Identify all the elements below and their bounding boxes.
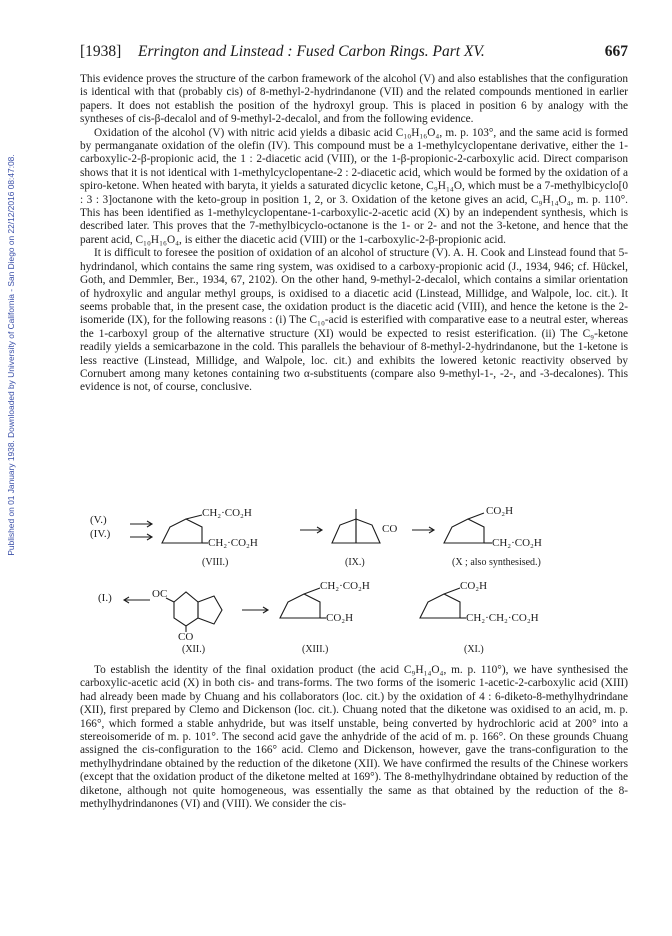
xii-co-group: CO [178,631,194,643]
viii-bottom-group: CH₂·CO₂H [208,537,258,549]
download-watermark [2,60,20,650]
header-title: Errington and Linstead : Fused Carbon Rings. Part XV. [138,43,485,60]
label-iv: (IV.) [90,528,111,540]
caption-xi: (XI.) [464,644,484,655]
xiii-top-group: CH₂·CO₂H [320,580,370,592]
caption-xii: (XII.) [182,644,206,655]
label-i: (I.) [98,592,112,604]
caption-ix: (IX.) [345,557,365,568]
x-bottom-group: CH₂·CO₂H [492,537,542,549]
paragraph-2: Oxidation of the alcohol (V) with nitric acid yields a dibasic acid C₁₀H₁₆O₄, m. p. 103°, and the same acid is formed by permanganate oxidation of the olefin (IV). This compound must be a 1-methylcyclopentane derivative, either the 1-carboxylic-2-β-propionic acid, the 1 : 2-diacetic acid (VIII), or the 1-β-propionic-2-carboxylic acid. Direct comparison shows that it is not identical with 1-methylcyclopentane-2 : 2-diacetic acid, which would be formed by the oxidation of a spiro-ketone. When heated with baryta, it yields a saturated dicyclic ketone, C₉H₁₄O, which must be a 7-methylbicyclo[0 : 3 : 3]octanone with the keto-group in position 1, 2, or 3. Oxidation of the ketone gives an acid, C₉H₁₄O₄, m. p. 110°. This has been identified as 1-methylcyclopentane-1-carboxylic-2-acetic acid (X) by an independent synthesis, which is described later. This proves that the 7-methylbicyclo-octanone is the 1- or 2- and not the 3-ketone, and hence that the parent acid, C₁₀H₁₆O₄, is either the diacetic acid (VIII) or the 1-carboxylic-2-β-propionic acid. [80,126,628,246]
paragraph-4: To establish the identity of the final oxidation product (the acid C₉H₁₄O₄, m. p. 110°), we have synthesised the carboxylic-acetic acid (X) in both cis- and trans-forms. The two forms of the isomeric 1-acetic-2-carboxylic acid (XIII) had already been made by Chuang and his collaborators (loc. cit.) by the oxidation of 4 : 6-diketo-8-methylhydrindane (XII), first prepared by Clemo and Dickenson (loc. cit.). Chuang noted that the diketone was oxidised to an acid, m. p. 166°, which formed a stable anhydride, but was itself unstable, being converted by hydrochloric acid at 200° into a stereoisomeride of m. p. 101°. The second acid gave the anhydride of the acid of m. p. 166°. On these grounds Chuang assigned the cis-configuration to the 166° acid. Clemo and Dickenson, however, gave the trans-configuration to the methylhydrindane obtained by the reduction of the diketone (XII). We have confirmed the results of the Chinese workers (except that the oxidation product of the diketone melted at 169°). The 8-methylhydrindane obtained by reduction of the diketone, although not quite homogeneous, was essentially the same as that obtained by the reduction of the 8-methylhydrindanones (VI) and (VIII). We consider the cis- [80,664,628,811]
caption-xiii: (XIII.) [302,644,329,655]
running-header [80,43,628,63]
xiii-bottom-group: CO₂H [326,612,354,624]
label-v: (V.) [90,514,107,526]
watermark-text: Published on 01 January 1938. Downloaded by University of California - San Diego on 22/12/2016 08:47:08. [6,154,16,556]
header-year: [1938] [80,43,122,60]
page-number: 667 [604,43,628,60]
caption-x: (X ; also synthesised.) [452,557,541,568]
reaction-scheme-top [90,497,610,577]
viii-top-group: CH₂·CO₂H [202,507,252,519]
paragraph-3: It is difficult to foresee the position of oxidation of an alcohol of structure (V). A. H. Cook and Linstead found that 5-hydrindanol, which contains the same ring system, was oxidised to a carboxy-propionic acid (J., 1934, 946; cf. Hückel, Goth, and Demmler, Ber., 1934, 67, 2102). On the other hand, 9-methyl-2-decalol, which contains a similar orientation of hydroxylic and angular methyl groups, is oxidised to a diacetic acid (Linstead, Millidge, and Walpole, loc. cit.). It seems probable that, in the present case, the oxidation product is the diacetic acid (VIII), and hence the ketone is the 2-isomeride (IX), for the following reasons : (i) The C₁₀-acid is esterified with comparative ease to a neutral ester, whereas the 1-carboxyl group of the alternative structure (XI) would be expected to resist esterification. (ii) The C₉-ketone readily yields a semicarbazone in the cold. This parallels the behaviour of 8-methyl-2-hydrindanone, but the 1-ketone is less reactive (Linstead, Millidge, and Walpole, loc. cit.) and exhibits the lowered ketonic reactivity observed by Cornubert among many ketones containing two α-substituents (compare also 9-methyl-1-, -2-, and -3-decalones). This evidence is not, of course, conclusive. [80,247,628,394]
reaction-scheme-bottom [90,568,610,655]
xi-bottom-group: CH₂·CH₂·CO₂H [466,612,539,624]
xi-top-group: CO₂H [460,580,488,592]
xii-oc-group: OC [152,588,168,600]
body-text-upper [80,73,628,395]
x-top-group: CO₂H [486,505,514,517]
body-text-lower [80,664,628,811]
caption-viii: (VIII.) [202,557,229,568]
paragraph-1: This evidence proves the structure of the carbon framework of the alcohol (V) and also establishes that the configuration is identical with that (probably cis) of 8-methyl-2-hydrindanone (VII) and the related compounds mentioned in earlier papers. It does not establish the position of the hydroxyl group. This is placed in position 6 by analogy with the syntheses of cis-β-decalol and of 9-methyl-2-decalol, and from the following evidence. [80,73,628,126]
ix-keto-group: CO [382,523,398,535]
